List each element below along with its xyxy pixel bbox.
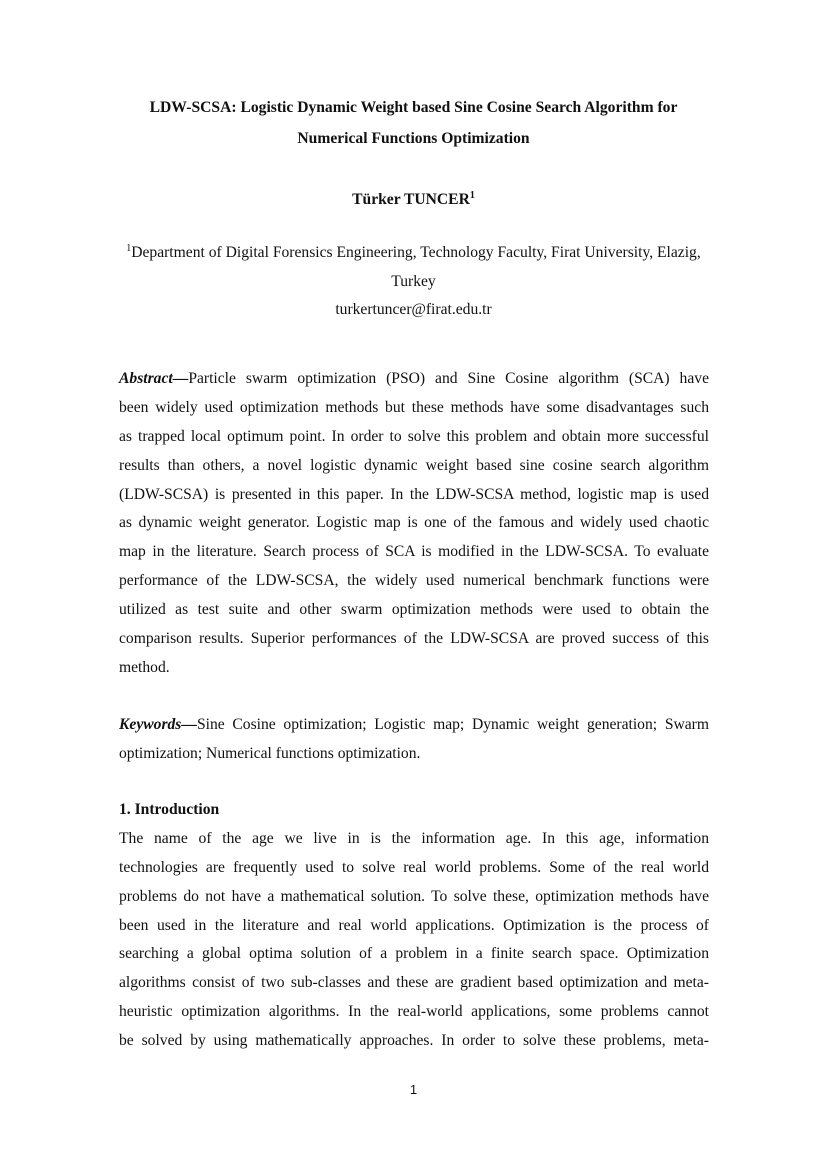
affiliation-line-1: Department of Digital Forensics Engineering, Technology Faculty, Firat University, Elazig, — [131, 244, 701, 261]
abstract-line: as trapped local optimum point. In order to solve this problem and obtain more successful — [119, 427, 709, 445]
abstract-label: Abstract— — [119, 370, 189, 387]
intro-line: searching a global optima solution of a problem in a finite search space. Optimization — [119, 945, 709, 963]
intro-line: algorithms consist of two sub-classes and these are gradient based optimization and meta- — [119, 974, 709, 992]
abstract-line: performance of the LDW-SCSA, the widely used numerical benchmark functions were — [119, 572, 709, 590]
abstract — [119, 365, 709, 683]
keywords-label: Keywords— — [119, 716, 197, 733]
affiliation-sup: 1 — [126, 243, 132, 254]
abstract-line: comparison results. Superior performances of the LDW-SCSA are proved success of this — [119, 630, 709, 648]
affiliation — [0, 239, 827, 325]
abstract-line: map in the literature. Search process of SCA is modified in the LDW-SCSA. To evaluate — [119, 543, 709, 561]
author-name: Türker TUNCER — [352, 191, 470, 208]
intro-line: problems do not have a mathematical solution. To solve these, optimization methods have — [119, 887, 709, 905]
intro-line: heuristic optimization algorithms. In the real-world applications, some problems cannot — [119, 1003, 709, 1021]
intro-line: be solved by using mathematically approaches. In order to solve these problems, meta- — [119, 1032, 709, 1050]
abstract-line: been widely used optimization methods but these methods have some disadvantages such — [119, 398, 709, 416]
page-number: 1 — [409, 1082, 418, 1097]
keywords-line: optimization; Numerical functions optimization. — [119, 744, 421, 762]
abstract-line: utilized as test suite and other swarm optimization methods were used to obtain the — [119, 601, 709, 619]
author — [0, 186, 827, 214]
title-line-1: LDW-SCSA: Logistic Dynamic Weight based Sine Cosine Search Algorithm for — [149, 99, 678, 116]
section-heading: 1. Introduction — [119, 801, 220, 818]
abstract-line: results than others, a novel logistic dynamic weight based sine cosine search algorithm — [119, 456, 709, 474]
author-sup: 1 — [469, 190, 475, 201]
author-email: turkertuncer@firat.edu.tr — [335, 301, 492, 318]
keywords — [119, 711, 709, 769]
title-line-2: Numerical Functions Optimization — [297, 130, 530, 147]
intro-line: technologies are frequently used to solve real world problems. Some of the real world — [119, 858, 709, 876]
intro-line: The name of the age we live in is the information age. In this age, information — [119, 829, 709, 847]
keywords-line: Sine Cosine optimization; Logistic map; Dynamic weight generation; Swarm — [196, 716, 709, 733]
abstract-line: as dynamic weight generator. Logistic map is one of the famous and widely used chaotic — [119, 514, 709, 532]
introduction-section — [119, 796, 709, 1056]
paper-title — [0, 93, 827, 153]
abstract-line: method. — [119, 658, 170, 676]
abstract-line: (LDW-SCSA) is presented in this paper. In the LDW-SCSA method, logistic map is used — [119, 485, 709, 503]
affiliation-line-2: Turkey — [391, 272, 436, 290]
abstract-line: Particle swarm optimization (PSO) and Sine Cosine algorithm (SCA) have — [188, 370, 709, 387]
intro-line: been used in the literature and real world applications. Optimization is the process of — [119, 916, 709, 934]
